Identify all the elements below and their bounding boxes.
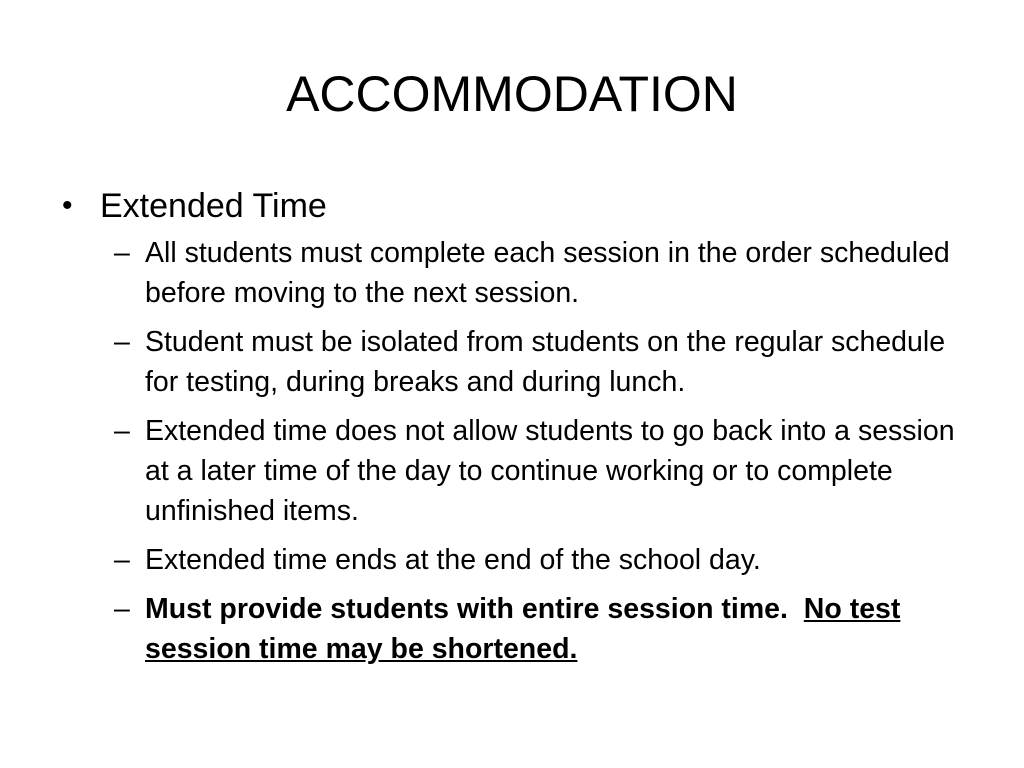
sub-bullet-item-final xyxy=(62,589,972,669)
dash-marker: – xyxy=(114,544,130,576)
sub-bullet-text: All students must complete each session in the order scheduled before moving to the next session. xyxy=(145,237,950,309)
dash-marker: – xyxy=(114,326,130,358)
dash-marker: – xyxy=(114,415,130,447)
sub-bullet-list xyxy=(62,233,972,669)
main-bullet-text: Extended Time xyxy=(100,187,327,225)
sub-bullet-item xyxy=(62,411,972,531)
bullet-marker: • xyxy=(62,189,73,222)
final-bullet-bold-text: Must provide students with entire session time. xyxy=(145,593,788,625)
sub-bullet-text: Student must be isolated from students on the regular schedule for testing, during breaks and during lunch. xyxy=(145,326,946,398)
sub-bullet-item xyxy=(62,233,972,313)
sub-bullet-text: Extended time does not allow students to go back into a session at a later time of the day to continue working or to complete unfinished items. xyxy=(145,415,955,527)
dash-marker: – xyxy=(114,593,130,625)
slide-title: ACCOMMODATION xyxy=(286,66,738,122)
sub-bullet-text: Extended time ends at the end of the school day. xyxy=(145,544,761,576)
main-bullet xyxy=(62,183,972,229)
dash-marker: – xyxy=(114,237,130,269)
final-bullet-underlined-text: No test session time may be shortened. xyxy=(145,593,901,665)
sub-bullet-item xyxy=(62,322,972,402)
slide-content xyxy=(62,183,972,678)
sub-bullet-item xyxy=(62,540,972,580)
